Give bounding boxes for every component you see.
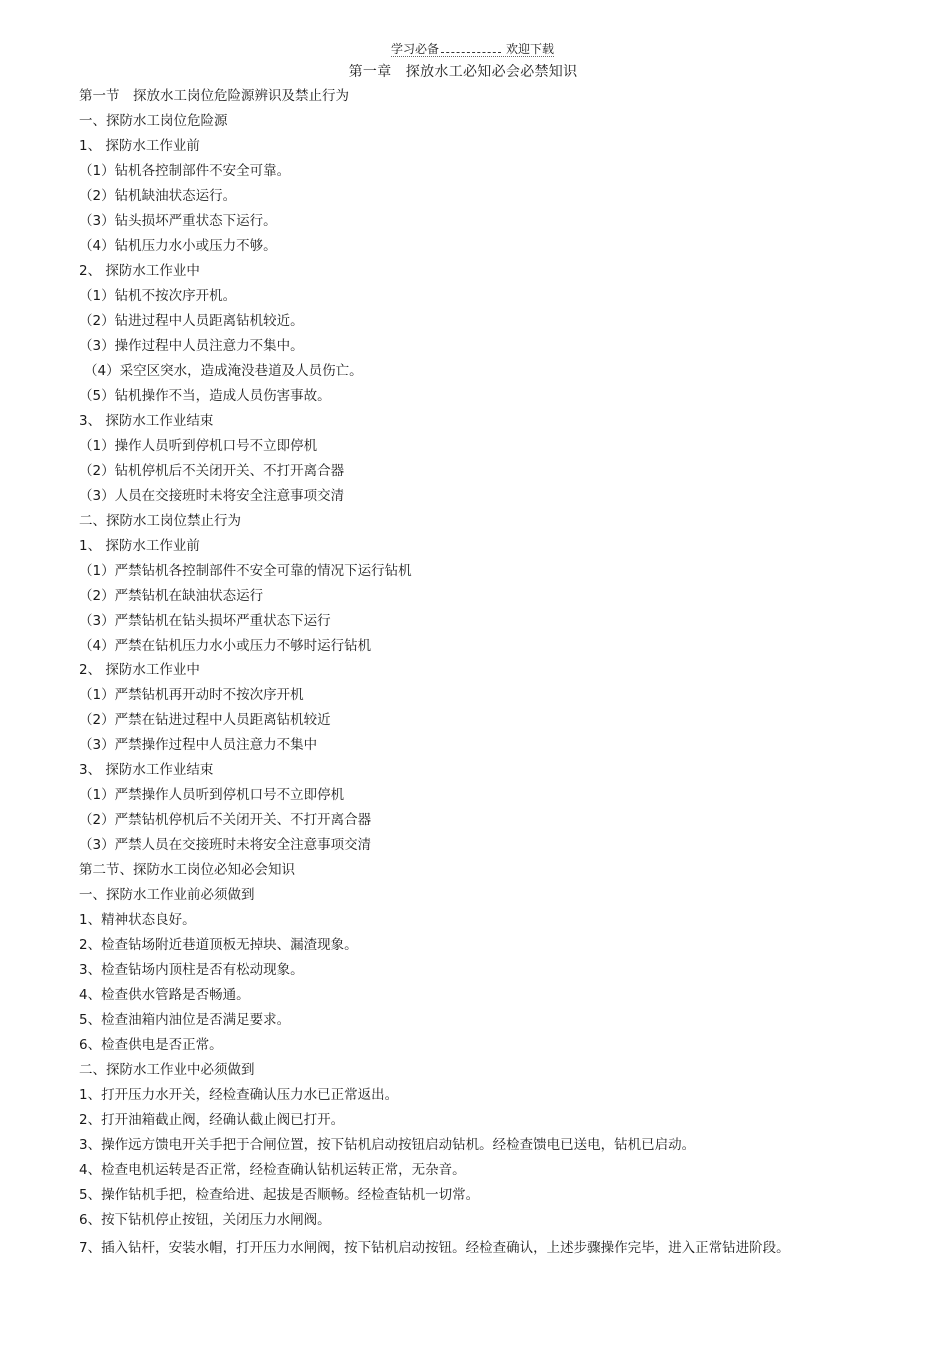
header-dash-line: [441, 52, 501, 53]
list-item: （1）严禁钻机再开动时不按次序开机: [79, 687, 304, 703]
list-item: （2）严禁钻机停机后不关闭开关、不打开离合器: [79, 812, 372, 828]
list-item: 5、检查油箱内油位是否满足要求。: [79, 1012, 291, 1028]
list-item: 3、检查钻场内顶柱是否有松动现象。: [79, 962, 304, 978]
phase-heading: 1、 探防水工作业前: [79, 138, 200, 154]
list-item: （2）钻机缺油状态运行。: [79, 188, 237, 204]
header-right-text: 欢迎下载: [506, 42, 555, 56]
list-item: （1）严禁钻机各控制部件不安全可靠的情况下运行钻机: [79, 563, 412, 579]
list-item: 3、操作远方馈电开关手把于合闸位置，按下钻机启动按钮启动钻机。经检查馈电已送电，钻机已启动。: [79, 1137, 696, 1153]
chapter-title: 第一章 探放水工必知必会必禁知识: [348, 64, 578, 80]
phase-heading: 1、 探防水工作业前: [79, 538, 200, 554]
subsection-heading: 二、探防水工作业中必须做到: [79, 1062, 255, 1078]
list-item: （3）人员在交接班时未将安全注意事项交清: [79, 488, 345, 504]
list-item: 2、打开油箱截止阀，经确认截止阀已打开。: [79, 1112, 345, 1128]
list-item: （2）钻进过程中人员距离钻机较近。: [79, 313, 304, 329]
section-heading: 第二节、探防水工岗位必知必会知识: [79, 862, 295, 878]
header-left-text: 学习必备: [391, 42, 440, 56]
list-item: （4）钻机压力水小或压力不够。: [79, 238, 277, 254]
subsection-heading: 一、探防水工作业前必须做到: [79, 887, 255, 903]
list-item: （2）严禁在钻进过程中人员距离钻机较近: [79, 712, 331, 728]
list-item: （1）钻机不按次序开机。: [79, 288, 237, 304]
list-item: 4、检查供水管路是否畅通。: [79, 987, 250, 1003]
page-header: [0, 38, 950, 58]
list-item: 6、检查供电是否正常。: [79, 1037, 223, 1053]
list-item: （3）严禁人员在交接班时未将安全注意事项交清: [79, 837, 372, 853]
list-item: 6、按下钻机停止按钮，关闭压力水闸阀。: [79, 1212, 331, 1228]
list-item: （3）严禁钻机在钻头损坏严重状态下运行: [79, 613, 331, 629]
list-item: 4、检查电机运转是否正常，经检查确认钻机运转正常，无杂音。: [79, 1162, 466, 1178]
list-item: （4）严禁在钻机压力水小或压力不够时运行钻机: [79, 638, 372, 654]
subsection-heading: 二、探防水工岗位禁止行为: [79, 513, 241, 529]
list-item: （4）采空区突水，造成淹没巷道及人员伤亡。: [84, 363, 363, 379]
list-item: 1、打开压力水开关，经检查确认压力水已正常返出。: [79, 1087, 399, 1103]
list-item: （3）严禁操作过程中人员注意力不集中: [79, 737, 318, 753]
list-item: （2）严禁钻机在缺油状态运行: [79, 588, 264, 604]
list-item: 1、精神状态良好。: [79, 912, 196, 928]
list-item-wrapped: 7、插入钻杆，安装水帽，打开压力水闸阀，按下钻机启动按钮。经检查确认，上述步骤操作完毕，进入正常钻进阶段。: [79, 1240, 790, 1256]
phase-heading: 3、 探防水工作业结束: [79, 762, 214, 778]
phase-heading: 2、 探防水工作业中: [79, 263, 200, 279]
section-heading: 第一节 探放水工岗位危险源辨识及禁止行为: [79, 88, 349, 104]
list-item: 2、检查钻场附近巷道顶板无掉块、漏渣现象。: [79, 937, 358, 953]
list-item: （1）钻机各控制部件不安全可靠。: [79, 163, 291, 179]
list-item: （1）操作人员听到停机口号不立即停机: [79, 438, 318, 454]
list-item: 5、操作钻机手把，检查给进、起拔是否顺畅。经检查钻机一切常。: [79, 1187, 480, 1203]
list-item: （2）钻机停机后不关闭开关、不打开离合器: [79, 463, 345, 479]
phase-heading: 2、 探防水工作业中: [79, 662, 200, 678]
list-item: （1）严禁操作人员听到停机口号不立即停机: [79, 787, 345, 803]
subsection-heading: 一、探防水工岗位危险源: [79, 113, 228, 129]
list-item: （3）操作过程中人员注意力不集中。: [79, 338, 304, 354]
phase-heading: 3、 探防水工作业结束: [79, 413, 214, 429]
header-underline: [391, 56, 554, 57]
list-item: （5）钻机操作不当，造成人员伤害事故。: [79, 388, 331, 404]
list-item: （3）钻头损坏严重状态下运行。: [79, 213, 277, 229]
